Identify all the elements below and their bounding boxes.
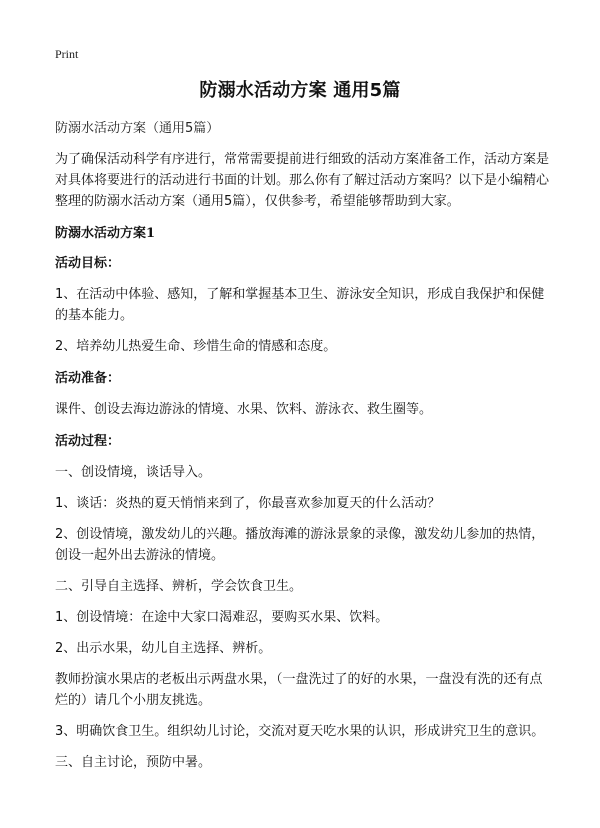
step-1: 一、创设情境，谈话导入。 bbox=[55, 465, 212, 480]
document-body bbox=[55, 149, 555, 781]
section-title: 防溺水活动方案1 bbox=[55, 226, 156, 241]
process-heading: 活动过程： bbox=[55, 434, 121, 449]
step-1-2: 2、创设情境，激发幼儿的兴趣。播放海滩的游泳景象的录像，激发幼儿参加的热情，创设一起外出去游泳的情境。 bbox=[55, 527, 545, 563]
goal-item-1: 1、在活动中体验、感知，了解和掌握基本卫生、游泳安全知识，形成自我保护和保健的基本能力。 bbox=[55, 287, 545, 323]
page-title: 防溺水活动方案 通用5篇 bbox=[199, 80, 401, 101]
intro-paragraph: 为了确保活动科学有序进行，常常需要提前进行细致的活动方案准备工作，活动方案是对具体将要进行的活动进行书面的计划。那么你有了解过活动方案吗？以下是小编精心整理的防溺水活动方案（通用5篇），仅供参考，希望能够帮助到大家。 bbox=[55, 152, 550, 209]
print-link[interactable]: Print bbox=[55, 47, 79, 61]
step-3: 三、自主讨论，预防中暑。 bbox=[55, 755, 212, 770]
goal-heading: 活动目标： bbox=[55, 256, 121, 271]
step-1-1: 1、谈话：炎热的夏天悄悄来到了，你最喜欢参加夏天的什么活动？ bbox=[55, 496, 441, 511]
prep-heading: 活动准备： bbox=[55, 371, 121, 386]
step-2-3: 教师扮演水果店的老板出示两盘水果，（一盘洗过了的好的水果，一盘没有洗的还有点烂的）请几个小朋友挑选。 bbox=[55, 672, 543, 708]
step-2: 二、引导自主选择、辨析，学会饮食卫生。 bbox=[55, 579, 303, 594]
document-subtitle: 防溺水活动方案（通用5篇） bbox=[55, 121, 220, 136]
goal-item-2: 2、培养幼儿热爱生命、珍惜生命的情感和态度。 bbox=[55, 339, 337, 354]
step-2-4: 3、明确饮食卫生。组织幼儿讨论，交流对夏天吃水果的认识，形成讲究卫生的意识。 bbox=[55, 724, 545, 739]
step-2-1: 1、创设情境：在途中大家口渴难忍，要购买水果、饮料。 bbox=[55, 610, 389, 625]
prep-text: 课件、创设去海边游泳的情境、水果、饮料、游泳衣、救生圈等。 bbox=[55, 402, 433, 417]
step-2-2: 2、出示水果，幼儿自主选择、辨析。 bbox=[55, 641, 272, 656]
